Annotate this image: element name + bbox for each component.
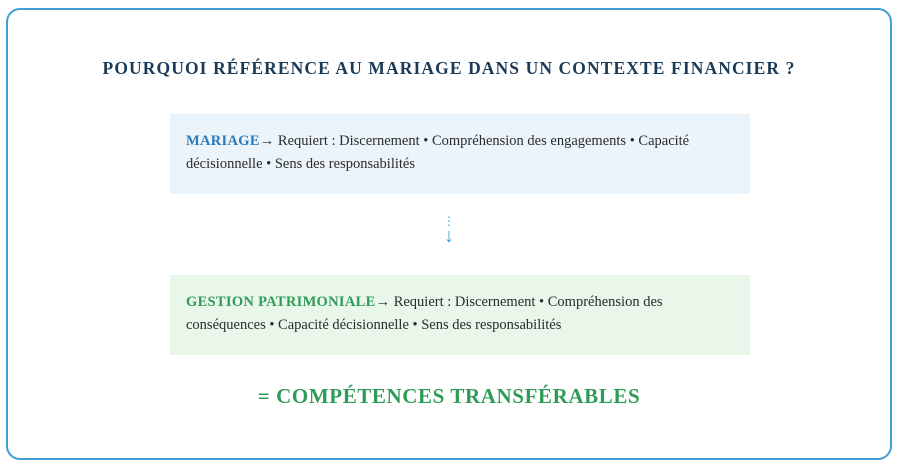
card-mariage — [170, 114, 750, 194]
connector-dots: ⋮ — [443, 214, 455, 228]
card-gestion-text: Requiert : Discernement • Compréhension des conséquences • Capacité décisionnelle • Sens des responsabilités — [186, 294, 663, 334]
diagram-frame — [6, 8, 892, 460]
card-gestion-label: GESTION PATRIMONIALE — [186, 294, 376, 310]
card-gestion-patrimoniale — [170, 275, 750, 355]
card-gestion-arrow: → — [375, 294, 391, 310]
diagram-content — [8, 10, 890, 458]
page-title: POURQUOI RÉFÉRENCE AU MARIAGE DANS UN CONTEXTE FINANCIER ? — [102, 58, 796, 78]
connector-arrowhead: ↓ — [444, 225, 454, 247]
card-mariage-text: Requiert : Discernement • Compréhension des engagements • Capacité décisionnelle • Sens des responsabilités — [186, 133, 690, 173]
conclusion-text: = COMPÉTENCES TRANSFÉRABLES — [257, 384, 641, 408]
card-mariage-arrow: → — [259, 133, 275, 149]
card-mariage-label: MARIAGE — [186, 133, 260, 149]
connector-arrow-icon — [8, 216, 890, 246]
